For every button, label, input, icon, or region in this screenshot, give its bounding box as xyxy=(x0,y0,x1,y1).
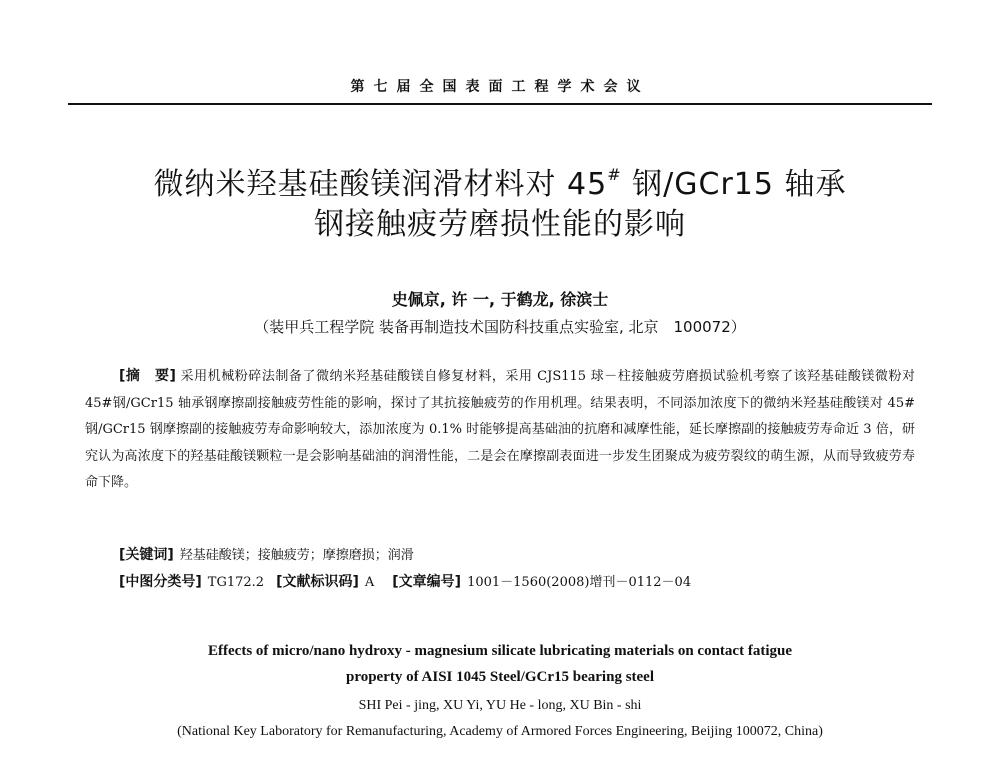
chinese-affiliation: （装甲兵工程学院 装备再制造技术国防科技重点实验室, 北京 100072） xyxy=(254,318,746,336)
english-affiliation: (National Key Laboratory for Remanufacturing, Academy of Armored Forces Engineering, Beijing 100072, China) xyxy=(177,724,823,739)
header-rule xyxy=(68,103,932,105)
keywords-label: [关键词] xyxy=(119,547,174,563)
english-title-line-2: property of AISI 1045 Steel/GCr15 bearing steel xyxy=(345,669,655,685)
abstract-text: 采用机械粉碎法制备了微纳米羟基硅酸镁自修复材料，采用 CJS115 球－柱接触疲劳磨损试验机考察了该羟基硅酸镁微粉对 45#钢/GCr15 轴承钢摩擦副接触疲劳性能的影响，探讨了其抗接触疲劳的作用机理。结果表明，不同添加浓度下的微纳米羟基硅酸镁对 45#钢/GCr15 钢摩擦副的接触疲劳寿命影响较大，添加浓度为 0.1% 时能够提高基础油的抗磨和减摩性能，延长摩擦副的接触疲劳寿命近 3 倍，研究认为高浓度下的羟基硅酸镁颗粒一是会影响基础油的润滑性能，二是会在摩擦副表面进一步发生团聚成为疲劳裂纹的萌生源，从而导致疲劳寿命下降。 xyxy=(85,369,915,491)
clc-label: [中图分类号] xyxy=(119,574,202,590)
english-authors: SHI Pei - jing, XU Yi, YU He - long, XU Bin - shi xyxy=(358,698,642,713)
chinese-abstract xyxy=(85,363,915,497)
article-number-label: [文章编号] xyxy=(392,574,462,590)
doc-code-value: A xyxy=(364,575,375,590)
chinese-title-line-2: 钢接触疲劳磨损性能的影响 xyxy=(314,207,686,242)
chinese-title-line-1 xyxy=(68,155,932,205)
keywords-line xyxy=(119,544,919,564)
keywords-text: 羟基硅酸镁；接触疲劳；摩擦磨损；润滑 xyxy=(179,548,414,563)
english-title-line-1: Effects of micro/nano hydroxy - magnesium silicate lubricating materials on contact fatigue xyxy=(208,643,792,659)
doc-code-label: [文献标识码] xyxy=(276,574,359,590)
title-text-pre: 微纳米羟基硅酸镁润滑材料对 45 xyxy=(153,167,608,202)
running-header: 第七届全国表面工程学术会议 xyxy=(350,79,650,95)
clc-value: TG172.2 xyxy=(207,575,265,590)
chinese-authors: 史佩京, 许 一, 于鹤龙, 徐滨士 xyxy=(391,290,609,309)
title-superscript: # xyxy=(607,165,622,184)
classification-line xyxy=(119,571,919,591)
title-text-post: 钢/GCr15 轴承 xyxy=(621,167,847,202)
abstract-label: [摘 要] xyxy=(119,368,176,384)
article-number-value: 1001－1560(2008)增刊－0112－04 xyxy=(467,575,692,590)
